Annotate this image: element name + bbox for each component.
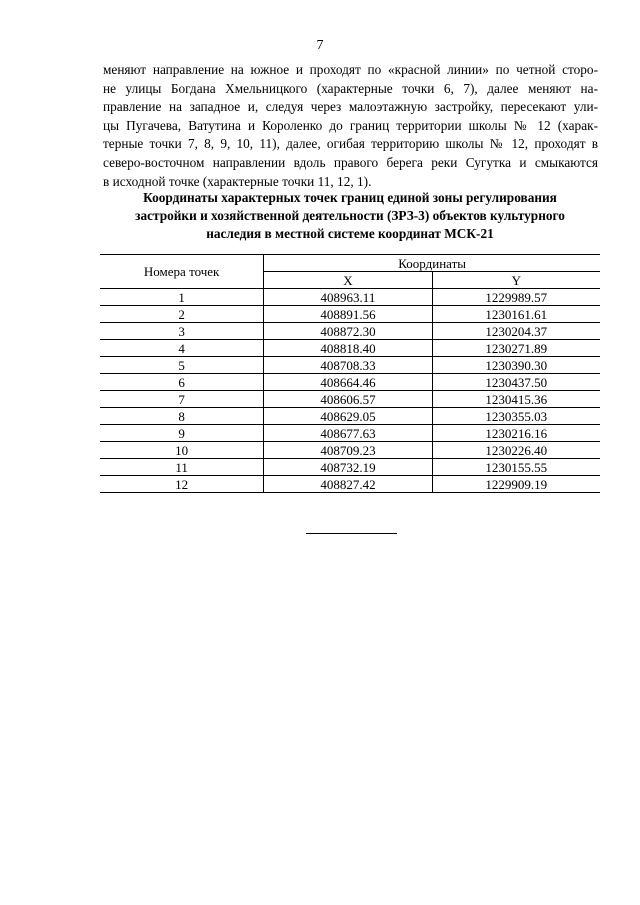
end-divider [306,533,397,534]
paragraph-line: меняют направление на южное и проходят по «красной линии» по четной сторо- [103,62,598,77]
paragraph-line: цы Пугачева, Ватутина и Короленко до границ территории школы № 12 (харак- [103,117,598,133]
point-number-cell: 12 [100,476,264,493]
table-title-line: застройки и хозяйственной деятельности (ЗРЗ-3) объектов культурного [135,208,565,223]
point-number-cell: 2 [100,306,264,323]
point-number-cell: 6 [100,374,264,391]
y-coordinate-cell: 1230355.03 [432,408,600,425]
table-body [100,289,600,493]
header-x: X [264,272,432,289]
y-coordinate-cell: 1230415.36 [432,391,600,408]
table-row [100,391,600,408]
x-coordinate-cell: 408827.42 [264,476,432,493]
paragraph-line: в исходной точке (характерные точки 11, 12, 1). [103,173,372,189]
x-coordinate-cell: 408732.19 [264,459,432,476]
x-coordinate-cell: 408629.05 [264,408,432,425]
header-point-numbers: Номера точек [100,255,264,289]
table-row [100,425,600,442]
x-coordinate-cell: 408664.46 [264,374,432,391]
point-number-cell: 8 [100,408,264,425]
table-title-line: наследия в местной системе координат МСК-21 [206,226,494,241]
point-number-cell: 1 [100,289,264,306]
table-row [100,306,600,323]
page-number: 7 [316,38,324,53]
table-row [100,442,600,459]
header-coordinates: Координаты [264,255,600,272]
x-coordinate-cell: 408606.57 [264,391,432,408]
y-coordinate-cell: 1230271.89 [432,340,600,357]
table-row [100,323,600,340]
x-coordinate-cell: 408818.40 [264,340,432,357]
point-number-cell: 11 [100,459,264,476]
coordinates-table [100,254,600,493]
table-title [100,189,600,243]
y-coordinate-cell: 1229989.57 [432,289,600,306]
x-coordinate-cell: 408677.63 [264,425,432,442]
table-row [100,374,600,391]
y-coordinate-cell: 1230155.55 [432,459,600,476]
table-row [100,289,600,306]
y-coordinate-cell: 1230161.61 [432,306,600,323]
point-number-cell: 10 [100,442,264,459]
y-coordinate-cell: 1230226.40 [432,442,600,459]
table-row [100,408,600,425]
y-coordinate-cell: 1230390.30 [432,357,600,374]
table-row [100,459,600,476]
table-row [100,340,600,357]
x-coordinate-cell: 408872.30 [264,323,432,340]
x-coordinate-cell: 408891.56 [264,306,432,323]
y-coordinate-cell: 1229909.19 [432,476,600,493]
paragraph-line: терные точки 7, 8, 9, 10, 11), далее, огибая территорию школы № 12, проходят в [103,136,598,152]
x-coordinate-cell: 408709.23 [264,442,432,459]
paragraph-line: северо-восточном направлении вдоль правого берега реки Сугутка и смыкаются [103,154,598,170]
table-row [100,357,600,374]
x-coordinate-cell: 408708.33 [264,357,432,374]
x-coordinate-cell: 408963.11 [264,289,432,306]
point-number-cell: 5 [100,357,264,374]
paragraph-line: не улицы Богдана Хмельницкого (характерные точки 6, 7), далее меняют на- [103,80,598,96]
y-coordinate-cell: 1230437.50 [432,374,600,391]
paragraph-line: правление на западное и, следуя через малоэтажную застройку, пересекают ули- [103,99,598,115]
table-title-line: Координаты характерных точек границ единой зоны регулирования [143,190,557,205]
y-coordinate-cell: 1230216.16 [432,425,600,442]
header-y: Y [432,272,600,289]
table-row [100,476,600,493]
point-number-cell: 4 [100,340,264,357]
point-number-cell: 3 [100,323,264,340]
point-number-cell: 7 [100,391,264,408]
point-number-cell: 9 [100,425,264,442]
y-coordinate-cell: 1230204.37 [432,323,600,340]
body-paragraph [103,61,598,191]
